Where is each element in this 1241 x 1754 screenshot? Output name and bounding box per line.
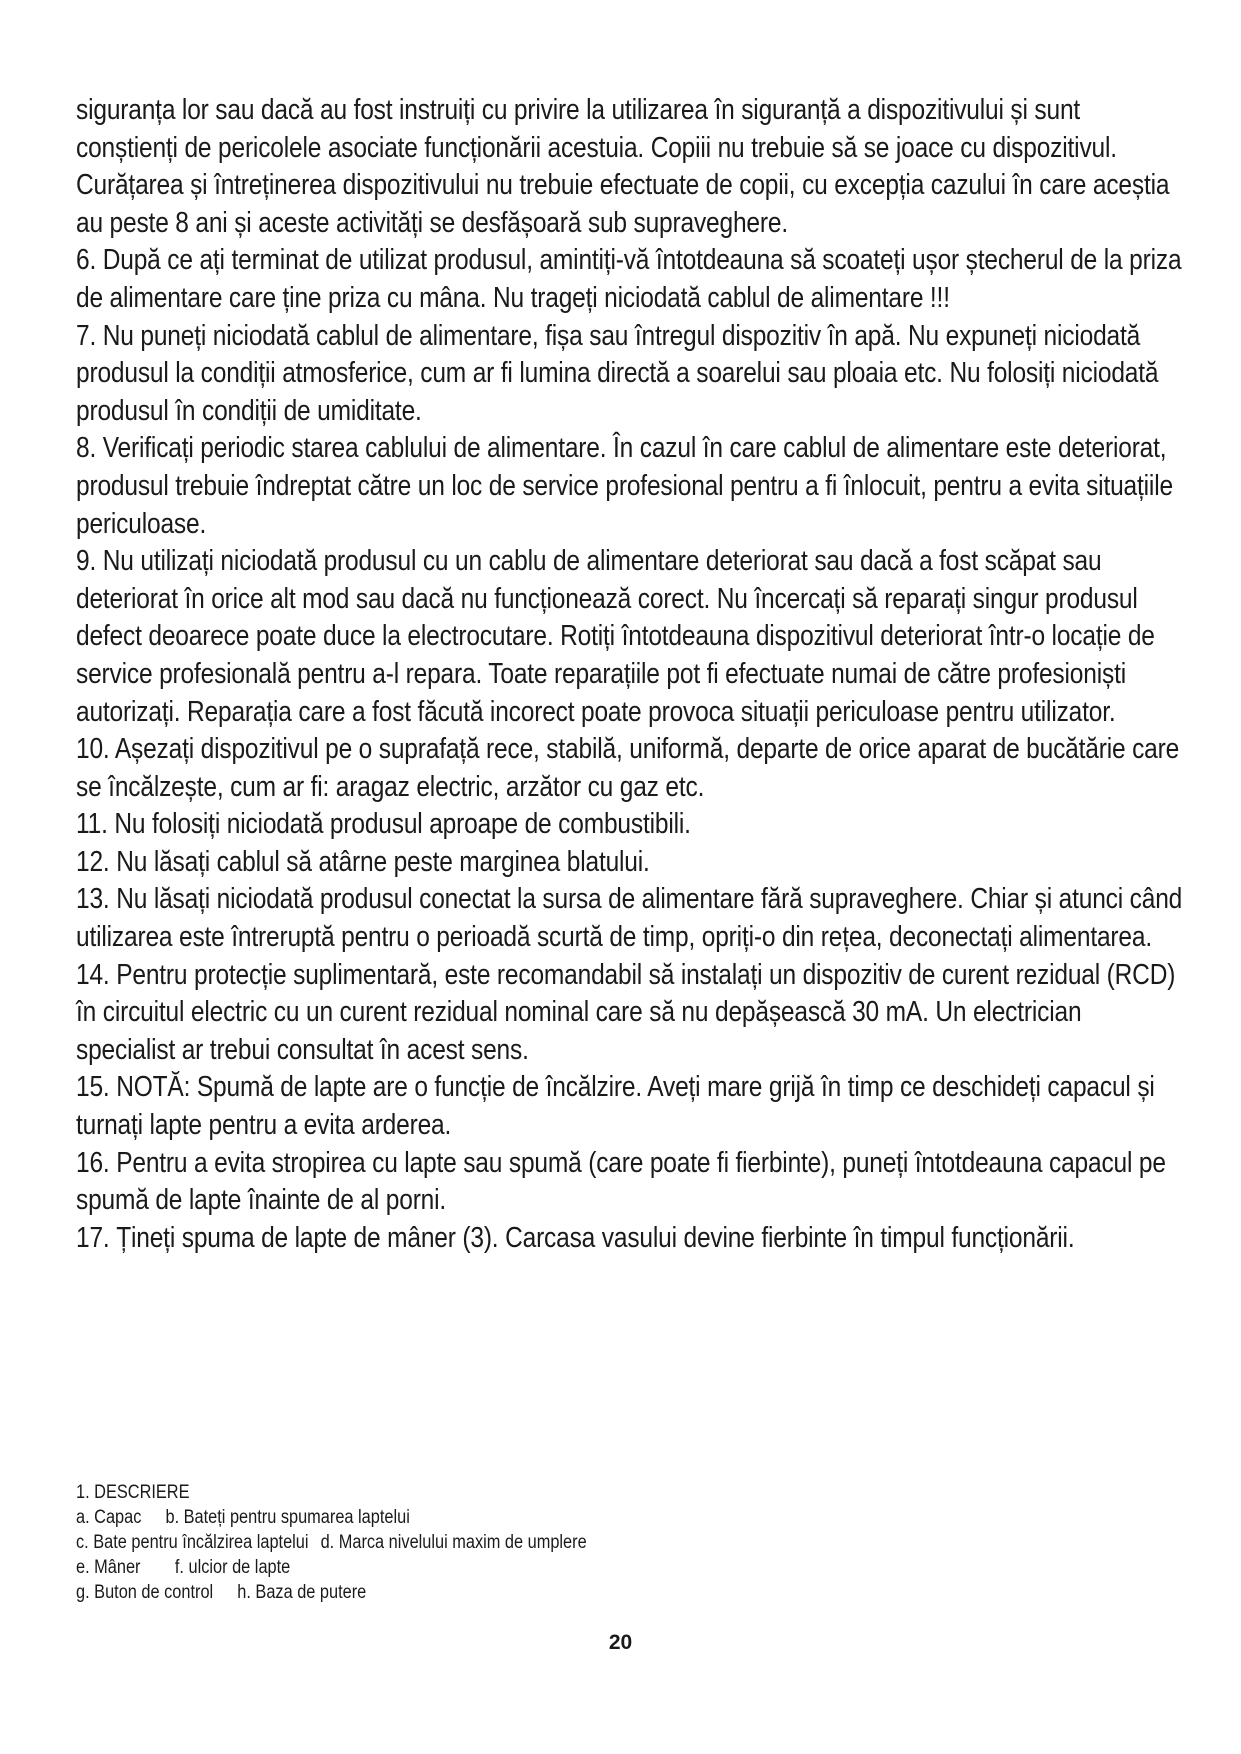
paragraph-item-6: 6. După ce ați terminat de utilizat produsul, amintiți-vă întotdeauna să scoateți ușor ștecherul de la priza de alimentare care ține priza cu mâna. Nu trageți niciodată cablul de alimentare !!! [76, 244, 1182, 314]
description-row [76, 1530, 587, 1555]
paragraph-item-16: 16. Pentru a evita stropirea cu lapte sau spumă (care poate fi fierbinte), puneți întotdeauna capacul pe spumă de lapte înainte de al porni. [76, 1146, 1166, 1217]
part-a: a. Capac [76, 1507, 142, 1528]
description-section [76, 1480, 587, 1605]
description-row [76, 1505, 587, 1530]
paragraph-item-7: 7. Nu puneți niciodată cablul de alimentare, fișa sau întregul dispozitiv în apă. Nu expuneți niciodată produsul la condiții atmosferice, cum ar fi lumina directă a soarelui sau ploaia etc. Nu folosiți niciodată produsul în condiții de umiditate. [76, 319, 1159, 427]
page-number: 20 [608, 1631, 633, 1654]
paragraph-item-9: 9. Nu utilizați niciodată produsul cu un cablu de alimentare deteriorat sau dacă a fost scăpat sau deteriorat în orice alt mod sau dacă nu funcționează corect. Nu încercați să reparați singur produsul defect deoarece poate duce la electrocutare. Rotiți întotdeauna dispozitivul deteriorat într-o locație de service profesională pentru a-l repara. Toate reparațiile pot fi efectuate numai de către profesioniști autorizați. Reparația care a fost făcută incorect poate provoca situații periculoase pentru utilizator. [76, 545, 1155, 728]
part-g: g. Buton de control [76, 1582, 214, 1603]
part-f: f. ulcior de lapte [174, 1557, 291, 1578]
part-c: c. Bate pentru încălzirea laptelui [76, 1532, 309, 1553]
instructions-text [76, 92, 1185, 1257]
paragraph-item-12: 12. Nu lăsați cablul să atârne peste marginea blatului. [76, 845, 650, 878]
paragraph-item-11: 11. Nu folosiți niciodată produsul aproape de combustibili. [76, 808, 691, 841]
part-e: e. Mâner [76, 1557, 141, 1578]
paragraph-safety-continued: siguranța lor sau dacă au fost instruiți cu privire la utilizarea în siguranță a dispozitivului și sunt conștienți de pericolele asociate funcționării acestuia. Copiii nu trebuie să se joace cu dispozitivul. Curățarea și întreținerea dispozitivului nu trebuie efectuate de copii, cu excepția cazului în care aceștia au peste 8 ani și aceste activități se desfășoară sub supraveghere. [76, 94, 1170, 239]
part-d: d. Marca nivelului maxim de umplere [320, 1532, 587, 1553]
paragraph-item-10: 10. Așezați dispozitivul pe o suprafață rece, stabilă, uniformă, departe de orice aparat de bucătărie care se încălzește, cum ar fi: aragaz electric, arzător cu gaz etc. [76, 733, 1180, 803]
paragraph-item-17: 17. Țineți spuma de lapte de mâner (3). Carcasa vasului devine fierbinte în timpul funcționării. [76, 1221, 1075, 1254]
description-row [76, 1580, 587, 1605]
description-row [76, 1555, 587, 1580]
part-h: h. Baza de putere [237, 1582, 367, 1603]
paragraph-item-8: 8. Verificați periodic starea cablului de alimentare. În cazul în care cablul de alimentare este deteriorat, produsul trebuie îndreptat către un loc de service profesional pentru a fi înlocuit, pentru a evita situațiile periculoase. [76, 432, 1173, 540]
paragraph-item-14: 14. Pentru protecție suplimentară, este recomandabil să instalați un dispozitiv de curent rezidual (RCD) în circuitul electric cu un curent rezidual nominal care să nu depășească 30 mA. Un electrician specialist ar trebui consultat în acest sens. [76, 958, 1176, 1066]
paragraph-item-15: 15. NOTĂ: Spumă de lapte are o funcție de încălzire. Aveți mare grijă în timp ce deschideți capacul și turnați lapte pentru a evita arderea. [76, 1071, 1155, 1142]
paragraph-item-13: 13. Nu lăsați niciodată produsul conectat la sursa de alimentare fără supraveghere. Chiar și atunci când utilizarea este întreruptă pentru o perioadă scurtă de timp, opriți-o din rețea, deconectați alimentarea. [76, 883, 1183, 954]
part-b: b. Bateți pentru spumarea laptelui [165, 1507, 410, 1528]
description-heading: 1. DESCRIERE [76, 1482, 190, 1503]
